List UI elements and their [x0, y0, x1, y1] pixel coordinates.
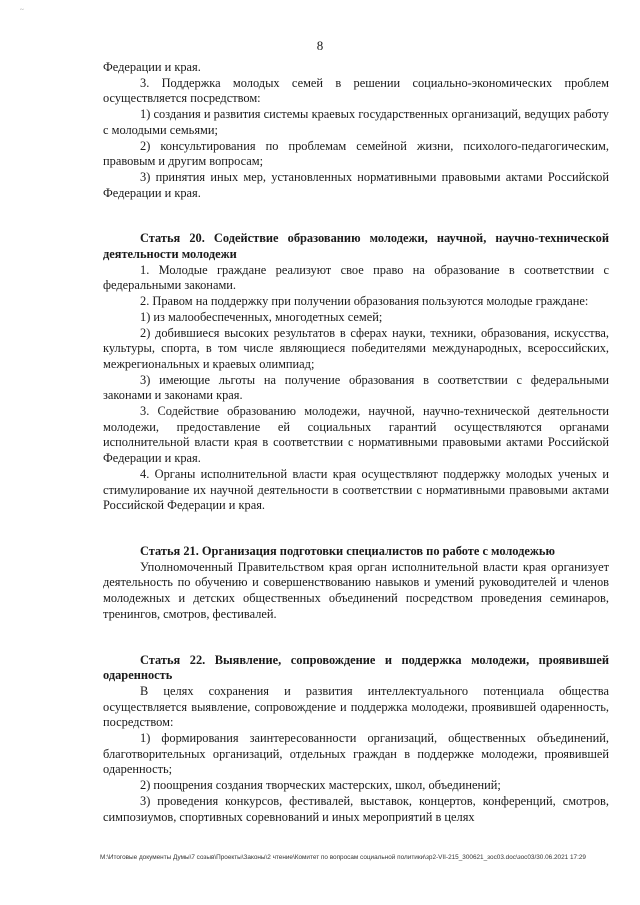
list-item: 3) принятия иных мер, установленных нормативными правовыми актами Российской Федерации и края.: [103, 169, 609, 200]
list-item: 2) добившиеся высоких результатов в сферах науки, техники, образования, искусства, культуры, спорта, в том числе являющиеся победителями международных, всероссийских, межрегиональных и краевых олимпиад;: [103, 325, 609, 371]
paragraph: В целях сохранения и развития интеллектуального потенциала общества осуществляется выявление, сопровождение и поддержка молодежи, проявившей одаренность, посредством:: [103, 683, 609, 730]
paragraph: Уполномоченный Правительством края орган исполнительной власти края организует деятельность по обучению и совершенствованию навыков и умений руководителей и членов молодежных и детских общественных объединений посредством проведения семинаров, тренингов, смотров, фестивалей.: [103, 559, 609, 621]
list-item: 2) консультирования по проблемам семейной жизни, психолого-педагогическим, правовым и другим вопросам;: [103, 138, 609, 169]
article-21-heading: Статья 21. Организация подготовки специалистов по работе с молодежью: [140, 543, 555, 558]
paragraph: 3. Содействие образованию молодежи, научной, научно-технической деятельности молодежи, предоставление ей социальных гарантий осуществляются органами исполнительной власти края в соответствии с нормативными правовыми актами Российской Федерации и края.: [103, 404, 609, 466]
article-20-heading: Статья 20. Содействие образованию молодежи, научной, научно-технической деятельности молодежи: [103, 231, 609, 262]
article-22-heading: Статья 22. Выявление, сопровождение и поддержка молодежи, проявившей одаренность: [103, 652, 609, 683]
file-path-footer: M:\Итоговые документы Думы\7 созыв\Проекты\Законы\2 чтение\Комитет по вопросам социальной политики\зр2-VII-215_300621_зос03.doc\зос03/30.06.2021 17:29: [100, 854, 586, 861]
paragraph: 1. Молодые граждане реализуют свое право на образование в соответствии с федеральными законами.: [103, 262, 609, 293]
list-item: 2) поощрения создания творческих мастерских, школ, объединений;: [140, 778, 501, 793]
paragraph: 4. Органы исполнительной власти края осуществляют поддержку молодых ученых и стимулирование их научной деятельности в соответствии с нормативными правовыми актами Российской Федерации и края.: [103, 466, 609, 513]
list-item: 1) создания и развития системы краевых государственных организаций, ведущих работу с молодыми семьями;: [103, 107, 609, 137]
document-body: [103, 60, 609, 825]
page-number: 8: [316, 38, 324, 53]
list-item: 1) из малообеспеченных, многодетных семей;: [140, 309, 383, 324]
paragraph: 3. Поддержка молодых семей в решении социально-экономических проблем осуществляется посредством:: [103, 75, 609, 106]
scan-mark: ~: [20, 6, 24, 14]
list-item: 3) имеющие льготы на получение образования в соответствии с федеральными законами и законами края.: [103, 372, 609, 403]
list-item: 3) проведения конкурсов, фестивалей, выставок, концертов, конференций, смотров, симпозиумов, спортивных соревнований и иных мероприятий в целях: [103, 793, 609, 824]
paragraph: Федерации и края.: [103, 60, 201, 74]
list-item: 1) формирования заинтересованности организаций, общественных объединений, благотворительных организаций, отдельных граждан в поддержке молодежи, проявившей одаренность;: [103, 731, 609, 777]
paragraph: 2. Правом на поддержку при получении образования пользуются молодые граждане:: [140, 294, 589, 309]
